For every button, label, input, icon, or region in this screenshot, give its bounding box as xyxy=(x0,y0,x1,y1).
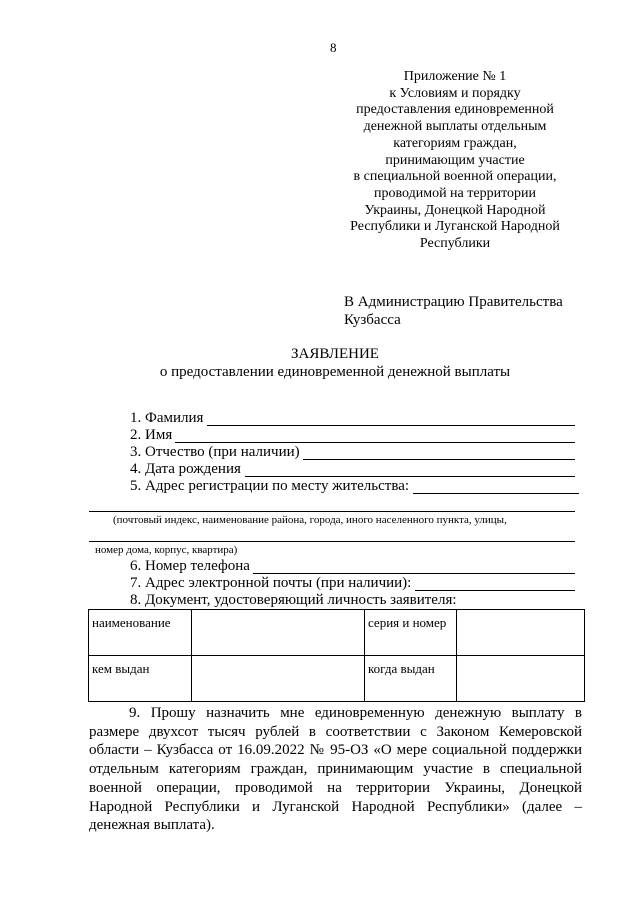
appendix-line: Республики xyxy=(419,236,491,252)
addressee-line-2: Кузбасса xyxy=(344,312,401,328)
page-number: 8 xyxy=(330,40,337,55)
table-cell-name-label: наименование xyxy=(89,610,192,656)
appendix-line: Республики и Луганской Народной xyxy=(350,219,560,235)
name-label: 2. Имя xyxy=(130,427,173,443)
patronymic-input-line[interactable] xyxy=(303,459,575,460)
id-document-table xyxy=(88,609,585,702)
table-cell-issue-date-label: когда выдан xyxy=(365,656,457,702)
patronymic-label: 3. Отчество (при наличии) xyxy=(130,444,300,460)
email-input-line[interactable] xyxy=(415,590,575,591)
table-cell-series-value[interactable] xyxy=(457,610,585,656)
email-label: 7. Адрес электронной почты (при наличии): xyxy=(130,575,412,591)
appendix-line: денежной выплаты отдельным xyxy=(363,119,547,135)
paragraph-9: 9. Прошу назначить мне единовременную денежную выплату в размере двухсот тысяч рублей в соответствии с Законом Кемеровской области – Кузбасса от 16.09.2022 № 95-ОЗ «О мере социальной поддержки отдельным категориям граждан, принимающим участие в специальной военной операции, проводимой на территории Украины, Донецкой Народной Республики и Луганской Народной Республики» (далее – денежная выплата). xyxy=(89,705,582,834)
appendix-line: Приложение № 1 xyxy=(403,69,507,84)
surname-input-line[interactable] xyxy=(207,425,575,426)
appendix-line: проводимой на территории xyxy=(373,185,537,201)
appendix-block xyxy=(330,69,580,253)
appendix-line: Украины, Донецкой Народной xyxy=(364,202,546,218)
address-input-line[interactable] xyxy=(413,493,579,494)
address-hint-2: номер дома, корпус, квартира) xyxy=(95,544,238,556)
appendix-line: предоставления единовременной xyxy=(356,102,554,118)
birthdate-label: 4. Дата рождения xyxy=(130,461,241,477)
table-cell-series-label: серия и номер xyxy=(365,610,457,656)
table-cell-issue-date-value[interactable] xyxy=(457,656,585,702)
appendix-line: категориям граждан, xyxy=(393,135,517,151)
surname-label: 1. Фамилия xyxy=(130,410,204,426)
table-cell-issued-by-label: кем выдан xyxy=(89,656,192,702)
address-label: 5. Адрес регистрации по месту жительства: xyxy=(130,478,410,494)
document-subtitle: о предоставлении единовременной денежной выплаты xyxy=(159,364,511,380)
id-document-label: 8. Документ, удостоверяющий личность заявителя: xyxy=(130,592,457,608)
phone-input-line[interactable] xyxy=(253,573,575,574)
birthdate-input-line[interactable] xyxy=(245,476,575,477)
appendix-line: к Условиям и порядку xyxy=(389,85,521,101)
addressee-line-1: В Администрацию Правительства xyxy=(344,294,563,310)
name-input-line[interactable] xyxy=(175,442,575,443)
table-cell-issued-by-value[interactable] xyxy=(192,656,365,702)
appendix-line: в специальной военной операции, xyxy=(353,169,557,185)
table-cell-name-value[interactable] xyxy=(192,610,365,656)
address-input-line-3[interactable] xyxy=(89,541,575,542)
document-title: ЗАЯВЛЕНИЕ xyxy=(291,346,379,362)
phone-label: 6. Номер телефона xyxy=(130,558,250,574)
address-hint-1: (почтовый индекс, наименование района, города, иного населенного пункта, улицы, xyxy=(113,514,507,526)
appendix-line: принимающим участие xyxy=(385,152,525,168)
address-input-line-2[interactable] xyxy=(89,511,575,512)
